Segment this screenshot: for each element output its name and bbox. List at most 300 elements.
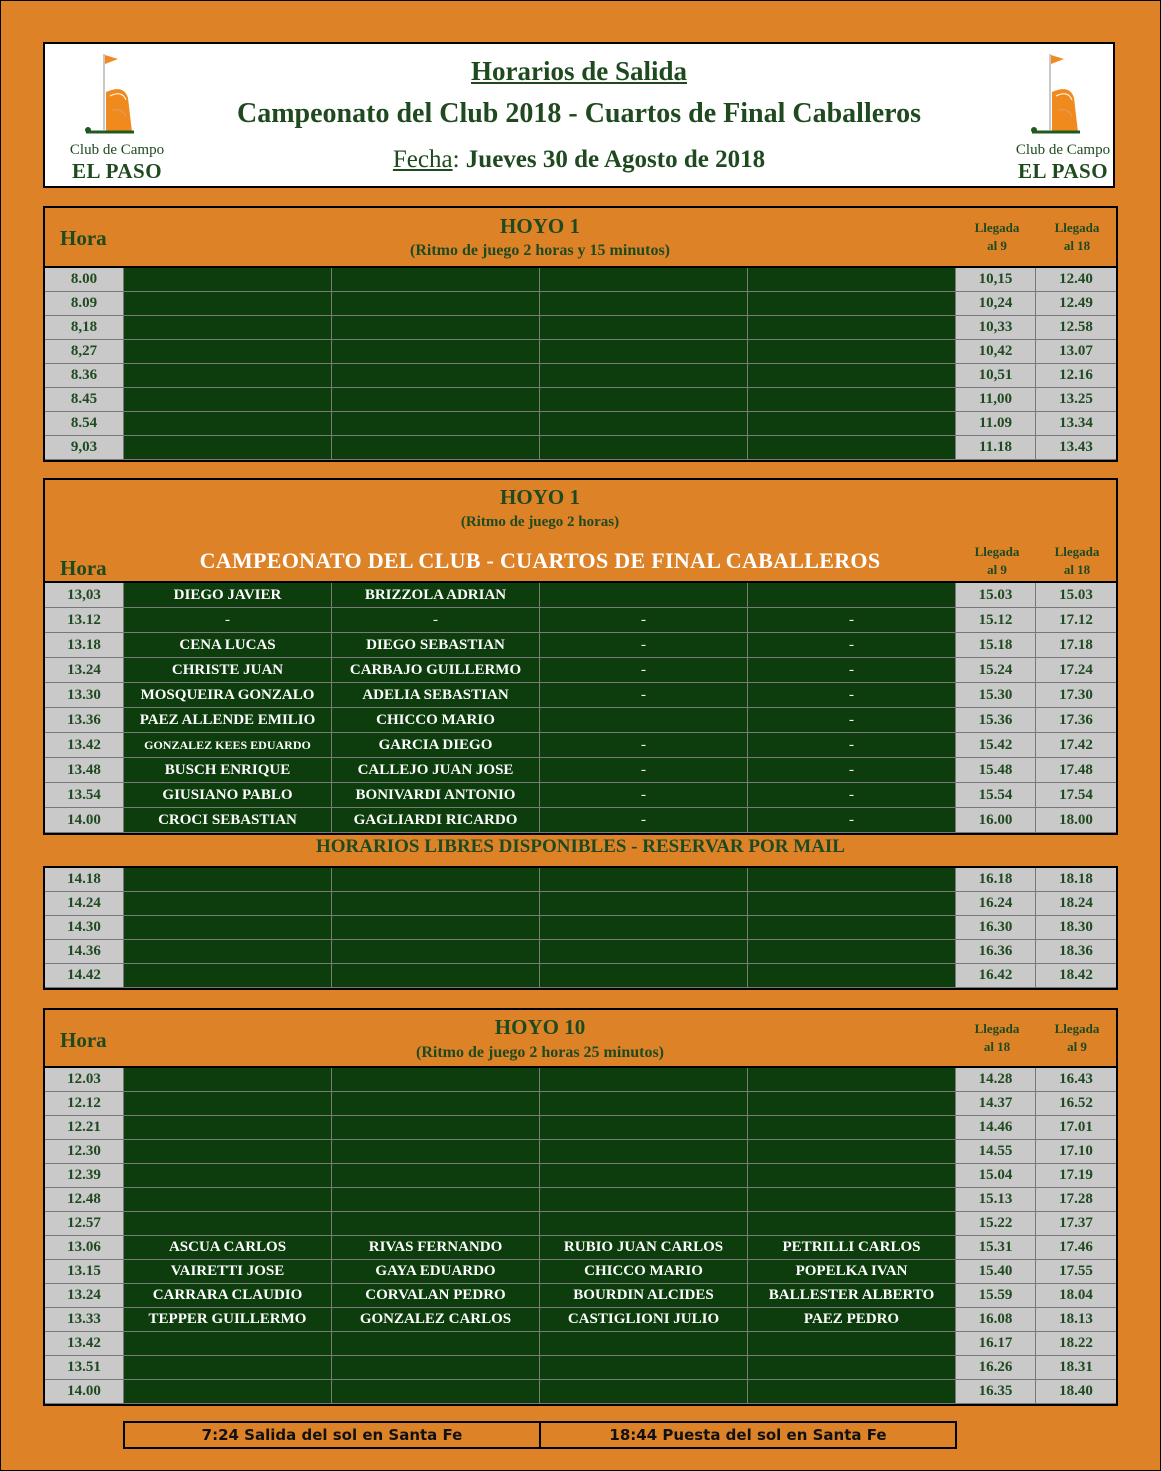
tee-time: 14.00 bbox=[45, 808, 124, 833]
player-slot bbox=[748, 892, 956, 916]
arrival-time-2: 17.37 bbox=[1036, 1212, 1116, 1236]
tee-time: 12.30 bbox=[45, 1140, 124, 1164]
club-logo-right bbox=[1013, 50, 1113, 184]
player-slot bbox=[332, 1356, 540, 1380]
tee-time: 13.18 bbox=[45, 633, 124, 658]
arrival-hole: al 9 bbox=[987, 238, 1007, 253]
arrival-time-2: 13.07 bbox=[1036, 340, 1116, 364]
tee-time-row bbox=[45, 1092, 1116, 1116]
player-slot: CHICCO MARIO bbox=[332, 708, 540, 733]
player-slot bbox=[124, 1164, 332, 1188]
player-slot bbox=[748, 1164, 956, 1188]
player-slot bbox=[124, 268, 332, 292]
arrival-time-2: 18.36 bbox=[1036, 940, 1116, 964]
player-slot: - bbox=[748, 683, 956, 708]
arrival-time-1: 15.22 bbox=[956, 1212, 1036, 1236]
date-label: Fecha bbox=[392, 146, 453, 173]
player-slot: - bbox=[748, 633, 956, 658]
player-slot bbox=[540, 1332, 748, 1356]
tee-time: 8,27 bbox=[45, 340, 124, 364]
arrival-time-1: 16.17 bbox=[956, 1332, 1036, 1356]
arrival-time-2: 18.00 bbox=[1036, 808, 1116, 833]
player-slot: CARBAJO GUILLERMO bbox=[332, 658, 540, 683]
player-slot bbox=[124, 1332, 332, 1356]
sunrise-text: 7:24 Salida del sol en Santa Fe bbox=[125, 1423, 541, 1447]
arrival-time-1: 10,42 bbox=[956, 340, 1036, 364]
tee-section-hoyo1-morning bbox=[43, 206, 1118, 462]
arrival-time-1: 15.59 bbox=[956, 1284, 1036, 1308]
player-slot: BOURDIN ALCIDES bbox=[540, 1284, 748, 1308]
tee-time: 14.24 bbox=[45, 892, 124, 916]
arrival-time-2: 17.12 bbox=[1036, 608, 1116, 633]
arrival-header-1 bbox=[957, 219, 1037, 255]
tee-time: 8,18 bbox=[45, 316, 124, 340]
arrival-time-1: 16.00 bbox=[956, 808, 1036, 833]
arrival-time-1: 15.31 bbox=[956, 1236, 1036, 1260]
arrival-time-2: 18.13 bbox=[1036, 1308, 1116, 1332]
player-slot bbox=[748, 364, 956, 388]
tee-section-free-slots bbox=[43, 866, 1118, 990]
hole-title: HOYO 1 bbox=[500, 485, 580, 509]
tee-section-hoyo1-championship bbox=[43, 478, 1118, 835]
player-slot: - bbox=[540, 808, 748, 833]
pace-text: (Ritmo de juego 2 horas) bbox=[460, 514, 620, 530]
player-slot: MOSQUEIRA GONZALO bbox=[124, 683, 332, 708]
tee-time-row bbox=[45, 1236, 1116, 1260]
player-slot bbox=[748, 340, 956, 364]
tee-time: 13.51 bbox=[45, 1356, 124, 1380]
player-slot bbox=[332, 892, 540, 916]
player-slot: POPELKA IVAN bbox=[748, 1260, 956, 1284]
arrival-time-1: 14.55 bbox=[956, 1140, 1036, 1164]
player-slot: PAEZ ALLENDE EMILIO bbox=[124, 708, 332, 733]
hora-label: Hora bbox=[60, 556, 107, 580]
tee-time: 13.33 bbox=[45, 1308, 124, 1332]
tee-time-row bbox=[45, 633, 1116, 658]
player-slot bbox=[332, 436, 540, 460]
player-slot bbox=[332, 1092, 540, 1116]
player-slot bbox=[540, 708, 748, 733]
arrival-label: Llegada bbox=[1054, 544, 1100, 559]
sun-times-bar bbox=[123, 1421, 957, 1449]
tee-time-row bbox=[45, 1380, 1116, 1404]
player-slot bbox=[124, 1212, 332, 1236]
arrival-hole: al 9 bbox=[1067, 1039, 1087, 1054]
player-slot bbox=[540, 868, 748, 892]
arrival-time-1: 14.28 bbox=[956, 1068, 1036, 1092]
player-slot bbox=[332, 916, 540, 940]
arrival-time-2: 17.48 bbox=[1036, 758, 1116, 783]
arrival-time-2: 12.16 bbox=[1036, 364, 1116, 388]
player-slot bbox=[748, 868, 956, 892]
tee-time: 13.06 bbox=[45, 1236, 124, 1260]
player-slot: GAYA EDUARDO bbox=[332, 1260, 540, 1284]
player-slot: CHICCO MARIO bbox=[540, 1260, 748, 1284]
player-slot bbox=[540, 964, 748, 988]
player-slot bbox=[748, 1116, 956, 1140]
arrival-time-2: 17.01 bbox=[1036, 1116, 1116, 1140]
player-slot bbox=[540, 436, 748, 460]
tee-time-row bbox=[45, 1308, 1116, 1332]
arrival-time-1: 10,33 bbox=[956, 316, 1036, 340]
tee-time-row bbox=[45, 1164, 1116, 1188]
tee-time: 8.00 bbox=[45, 268, 124, 292]
pace-text: (Ritmo de juego 2 horas y 15 minutos) bbox=[410, 242, 670, 259]
player-slot bbox=[124, 868, 332, 892]
player-slot bbox=[540, 388, 748, 412]
player-slot bbox=[124, 1116, 332, 1140]
pace-text: (Ritmo de juego 2 horas 25 minutos) bbox=[416, 1044, 664, 1061]
player-slot: BALLESTER ALBERTO bbox=[748, 1284, 956, 1308]
player-slot bbox=[124, 964, 332, 988]
player-slot bbox=[124, 1068, 332, 1092]
player-slot bbox=[748, 292, 956, 316]
tee-time-row bbox=[45, 1332, 1116, 1356]
player-slot bbox=[332, 868, 540, 892]
player-slot: PETRILLI CARLOS bbox=[748, 1236, 956, 1260]
tee-rows bbox=[45, 868, 1116, 988]
player-slot bbox=[332, 1140, 540, 1164]
arrival-time-2: 15.03 bbox=[1036, 583, 1116, 608]
section-header bbox=[45, 1010, 1116, 1068]
arrival-header-2 bbox=[1037, 543, 1117, 579]
player-slot bbox=[540, 583, 748, 608]
player-slot: - bbox=[748, 808, 956, 833]
arrival-time-1: 15.24 bbox=[956, 658, 1036, 683]
championship-title: CAMPEONATO DEL CLUB - CUARTOS DE FINAL CABALLEROS bbox=[199, 548, 881, 573]
player-slot: - bbox=[748, 733, 956, 758]
tee-time-row bbox=[45, 412, 1116, 436]
player-slot: RIVAS FERNANDO bbox=[332, 1236, 540, 1260]
tee-time-row bbox=[45, 340, 1116, 364]
player-slot bbox=[748, 940, 956, 964]
tee-time: 13.24 bbox=[45, 658, 124, 683]
arrival-time-2: 17.28 bbox=[1036, 1188, 1116, 1212]
tee-time-row bbox=[45, 364, 1116, 388]
arrival-time-2: 18.42 bbox=[1036, 964, 1116, 988]
player-slot bbox=[332, 1332, 540, 1356]
player-slot bbox=[540, 892, 748, 916]
tee-time-row bbox=[45, 583, 1116, 608]
arrival-time-2: 17.10 bbox=[1036, 1140, 1116, 1164]
tee-time-row bbox=[45, 1188, 1116, 1212]
arrival-time-2: 18.18 bbox=[1036, 868, 1116, 892]
tee-time-row bbox=[45, 708, 1116, 733]
tee-time-row bbox=[45, 608, 1116, 633]
player-slot: CASTIGLIONI JULIO bbox=[540, 1308, 748, 1332]
player-slot bbox=[748, 316, 956, 340]
arrival-time-1: 11,00 bbox=[956, 388, 1036, 412]
arrival-time-2: 12.58 bbox=[1036, 316, 1116, 340]
player-slot: - bbox=[748, 608, 956, 633]
tee-time-row bbox=[45, 1356, 1116, 1380]
arrival-time-1: 15.30 bbox=[956, 683, 1036, 708]
page-title: Horarios de Salida bbox=[470, 56, 687, 86]
arrival-time-2: 17.18 bbox=[1036, 633, 1116, 658]
player-slot bbox=[540, 1188, 748, 1212]
player-slot: CROCI SEBASTIAN bbox=[124, 808, 332, 833]
tee-time-row bbox=[45, 316, 1116, 340]
tee-section-hoyo10 bbox=[43, 1008, 1118, 1406]
player-slot: BONIVARDI ANTONIO bbox=[332, 783, 540, 808]
arrival-time-1: 14.37 bbox=[956, 1092, 1036, 1116]
player-slot bbox=[540, 268, 748, 292]
player-slot: CALLEJO JUAN JOSE bbox=[332, 758, 540, 783]
tee-time-row bbox=[45, 1284, 1116, 1308]
player-slot bbox=[332, 964, 540, 988]
arrival-time-1: 15.12 bbox=[956, 608, 1036, 633]
arrival-time-1: 10,24 bbox=[956, 292, 1036, 316]
arrival-time-1: 16.08 bbox=[956, 1308, 1036, 1332]
arrival-time-2: 17.42 bbox=[1036, 733, 1116, 758]
arrival-time-1: 15.36 bbox=[956, 708, 1036, 733]
tee-rows bbox=[45, 583, 1116, 833]
date-value: Jueves 30 de Agosto de 2018 bbox=[465, 146, 766, 173]
tee-rows bbox=[45, 268, 1116, 460]
arrival-header-2 bbox=[1037, 219, 1117, 255]
player-slot bbox=[332, 1188, 540, 1212]
player-slot bbox=[124, 1356, 332, 1380]
tee-time-row bbox=[45, 1116, 1116, 1140]
tee-time-row bbox=[45, 1212, 1116, 1236]
sunset-text: 18:44 Puesta del sol en Santa Fe bbox=[609, 1426, 887, 1444]
player-slot bbox=[540, 1212, 748, 1236]
player-slot: - bbox=[748, 783, 956, 808]
arrival-time-2: 12.49 bbox=[1036, 292, 1116, 316]
arrival-time-2: 16.43 bbox=[1036, 1068, 1116, 1092]
tee-time-row bbox=[45, 916, 1116, 940]
player-slot: GONZALEZ CARLOS bbox=[332, 1308, 540, 1332]
logo-club-text: Club de Campo bbox=[1015, 142, 1111, 158]
player-slot bbox=[748, 268, 956, 292]
tee-time-row bbox=[45, 733, 1116, 758]
arrival-time-1: 15.13 bbox=[956, 1188, 1036, 1212]
player-slot bbox=[540, 1140, 748, 1164]
player-slot bbox=[748, 1140, 956, 1164]
player-slot: DIEGO JAVIER bbox=[124, 583, 332, 608]
arrival-time-2: 17.24 bbox=[1036, 658, 1116, 683]
tee-time: 12.39 bbox=[45, 1164, 124, 1188]
player-slot: - bbox=[540, 658, 748, 683]
player-slot bbox=[748, 1092, 956, 1116]
event-date: Fecha: Jueves 30 de Agosto de 2018 bbox=[392, 146, 766, 173]
player-slot: RUBIO JUAN CARLOS bbox=[540, 1236, 748, 1260]
player-slot: - bbox=[540, 758, 748, 783]
arrival-time-2: 18.31 bbox=[1036, 1356, 1116, 1380]
arrival-time-1: 15.03 bbox=[956, 583, 1036, 608]
tee-time: 13.48 bbox=[45, 758, 124, 783]
arrival-time-2: 13.25 bbox=[1036, 388, 1116, 412]
tee-time-row bbox=[45, 964, 1116, 988]
player-slot bbox=[124, 940, 332, 964]
player-slot bbox=[332, 1380, 540, 1404]
player-slot bbox=[124, 412, 332, 436]
player-slot bbox=[748, 964, 956, 988]
tee-time: 14.36 bbox=[45, 940, 124, 964]
tee-time: 8.36 bbox=[45, 364, 124, 388]
arrival-label: Llegada bbox=[974, 544, 1020, 559]
arrival-time-1: 16.18 bbox=[956, 868, 1036, 892]
arrival-time-1: 16.42 bbox=[956, 964, 1036, 988]
player-slot: - bbox=[540, 783, 748, 808]
arrival-time-2: 16.52 bbox=[1036, 1092, 1116, 1116]
player-slot bbox=[540, 916, 748, 940]
arrival-label: Llegada bbox=[1054, 220, 1100, 235]
arrival-hole: al 18 bbox=[1063, 562, 1091, 577]
player-slot bbox=[540, 292, 748, 316]
player-slot bbox=[332, 388, 540, 412]
tee-time-row bbox=[45, 683, 1116, 708]
arrival-time-1: 11.18 bbox=[956, 436, 1036, 460]
player-slot: CHRISTE JUAN bbox=[124, 658, 332, 683]
tee-time-row bbox=[45, 436, 1116, 460]
player-slot bbox=[124, 1380, 332, 1404]
arrival-time-2: 17.30 bbox=[1036, 683, 1116, 708]
player-slot: - bbox=[124, 608, 332, 633]
arrival-label: Llegada bbox=[1054, 1021, 1100, 1036]
free-slots-note: HORARIOS LIBRES DISPONIBLES - RESERVAR POR MAIL bbox=[316, 836, 845, 857]
player-slot bbox=[748, 1068, 956, 1092]
arrival-time-2: 17.54 bbox=[1036, 783, 1116, 808]
tee-time: 12.21 bbox=[45, 1116, 124, 1140]
hora-label: Hora bbox=[60, 226, 107, 250]
player-slot bbox=[748, 1332, 956, 1356]
player-slot: - bbox=[540, 633, 748, 658]
tee-time: 13.42 bbox=[45, 1332, 124, 1356]
section-header bbox=[45, 480, 1116, 583]
player-slot bbox=[748, 388, 956, 412]
section-header bbox=[45, 208, 1116, 268]
player-slot bbox=[540, 340, 748, 364]
tee-time: 12.12 bbox=[45, 1092, 124, 1116]
arrival-time-2: 18.24 bbox=[1036, 892, 1116, 916]
player-slot: - bbox=[748, 758, 956, 783]
player-slot bbox=[332, 1116, 540, 1140]
player-slot bbox=[748, 436, 956, 460]
arrival-time-2: 18.22 bbox=[1036, 1332, 1116, 1356]
tee-time: 13.24 bbox=[45, 1284, 124, 1308]
player-slot: - bbox=[540, 683, 748, 708]
arrival-time-2: 13.34 bbox=[1036, 412, 1116, 436]
tee-time: 13.15 bbox=[45, 1260, 124, 1284]
player-slot bbox=[748, 1212, 956, 1236]
player-slot: PAEZ PEDRO bbox=[748, 1308, 956, 1332]
player-slot bbox=[332, 1068, 540, 1092]
player-slot bbox=[540, 412, 748, 436]
hora-label: Hora bbox=[60, 1028, 107, 1052]
tee-time-row bbox=[45, 388, 1116, 412]
tee-time: 14.42 bbox=[45, 964, 124, 988]
arrival-time-2: 17.55 bbox=[1036, 1260, 1116, 1284]
player-slot bbox=[332, 940, 540, 964]
player-slot: - bbox=[748, 658, 956, 683]
player-slot: - bbox=[540, 733, 748, 758]
player-slot bbox=[748, 412, 956, 436]
arrival-header-2 bbox=[1037, 1020, 1117, 1056]
player-slot bbox=[748, 1356, 956, 1380]
hole-title: HOYO 10 bbox=[494, 1015, 586, 1039]
player-slot bbox=[124, 436, 332, 460]
player-slot: - bbox=[748, 708, 956, 733]
player-slot bbox=[124, 316, 332, 340]
player-slot bbox=[540, 364, 748, 388]
player-slot bbox=[748, 916, 956, 940]
tee-time-row bbox=[45, 658, 1116, 683]
arrival-time-1: 15.48 bbox=[956, 758, 1036, 783]
tee-time: 8.09 bbox=[45, 292, 124, 316]
arrival-time-1: 14.46 bbox=[956, 1116, 1036, 1140]
arrival-time-2: 12.40 bbox=[1036, 268, 1116, 292]
player-slot: CORVALAN PEDRO bbox=[332, 1284, 540, 1308]
player-slot bbox=[332, 340, 540, 364]
player-slot: CARRARA CLAUDIO bbox=[124, 1284, 332, 1308]
player-slot: DIEGO SEBASTIAN bbox=[332, 633, 540, 658]
tee-time: 13,03 bbox=[45, 583, 124, 608]
arrival-time-1: 11.09 bbox=[956, 412, 1036, 436]
player-slot: GIUSIANO PABLO bbox=[124, 783, 332, 808]
player-slot bbox=[540, 1068, 748, 1092]
header-panel bbox=[43, 42, 1115, 188]
page-subtitle: Campeonato del Club 2018 - Cuartos de Final Caballeros bbox=[237, 98, 921, 129]
player-slot bbox=[748, 583, 956, 608]
arrival-header-1 bbox=[957, 543, 1037, 579]
player-slot bbox=[540, 1164, 748, 1188]
arrival-time-2: 13.43 bbox=[1036, 436, 1116, 460]
player-slot: GARCIA DIEGO bbox=[332, 733, 540, 758]
tee-time-row bbox=[45, 758, 1116, 783]
player-slot: CENA LUCAS bbox=[124, 633, 332, 658]
player-slot bbox=[540, 1380, 748, 1404]
player-slot bbox=[332, 412, 540, 436]
tee-time-row bbox=[45, 783, 1116, 808]
player-slot: BRIZZOLA ADRIAN bbox=[332, 583, 540, 608]
player-slot bbox=[540, 1116, 748, 1140]
player-slot: TEPPER GUILLERMO bbox=[124, 1308, 332, 1332]
tee-time-row bbox=[45, 1068, 1116, 1092]
tee-time-row bbox=[45, 940, 1116, 964]
arrival-time-1: 15.40 bbox=[956, 1260, 1036, 1284]
arrival-label: Llegada bbox=[974, 220, 1020, 235]
player-slot bbox=[124, 340, 332, 364]
tee-time-row bbox=[45, 292, 1116, 316]
player-slot bbox=[332, 292, 540, 316]
tee-time-row bbox=[45, 808, 1116, 833]
tee-time: 8.54 bbox=[45, 412, 124, 436]
logo-name-text: EL PASO bbox=[71, 159, 163, 183]
arrival-time-1: 16.30 bbox=[956, 916, 1036, 940]
player-slot bbox=[124, 892, 332, 916]
arrival-label: Llegada bbox=[974, 1021, 1020, 1036]
tee-time: 12.03 bbox=[45, 1068, 124, 1092]
arrival-time-1: 15.54 bbox=[956, 783, 1036, 808]
player-slot bbox=[124, 388, 332, 412]
tee-rows bbox=[45, 1068, 1116, 1404]
arrival-time-1: 10,51 bbox=[956, 364, 1036, 388]
arrival-time-2: 18.40 bbox=[1036, 1380, 1116, 1404]
arrival-time-1: 15.18 bbox=[956, 633, 1036, 658]
tee-time-row bbox=[45, 1140, 1116, 1164]
arrival-time-2: 17.19 bbox=[1036, 1164, 1116, 1188]
arrival-hole: al 9 bbox=[987, 562, 1007, 577]
tee-time: 14.30 bbox=[45, 916, 124, 940]
logo-club-text: Club de Campo bbox=[69, 142, 165, 158]
player-slot bbox=[124, 364, 332, 388]
player-slot: - bbox=[332, 608, 540, 633]
arrival-time-1: 16.35 bbox=[956, 1380, 1036, 1404]
player-slot bbox=[540, 940, 748, 964]
player-slot: ADELIA SEBASTIAN bbox=[332, 683, 540, 708]
player-slot bbox=[332, 316, 540, 340]
